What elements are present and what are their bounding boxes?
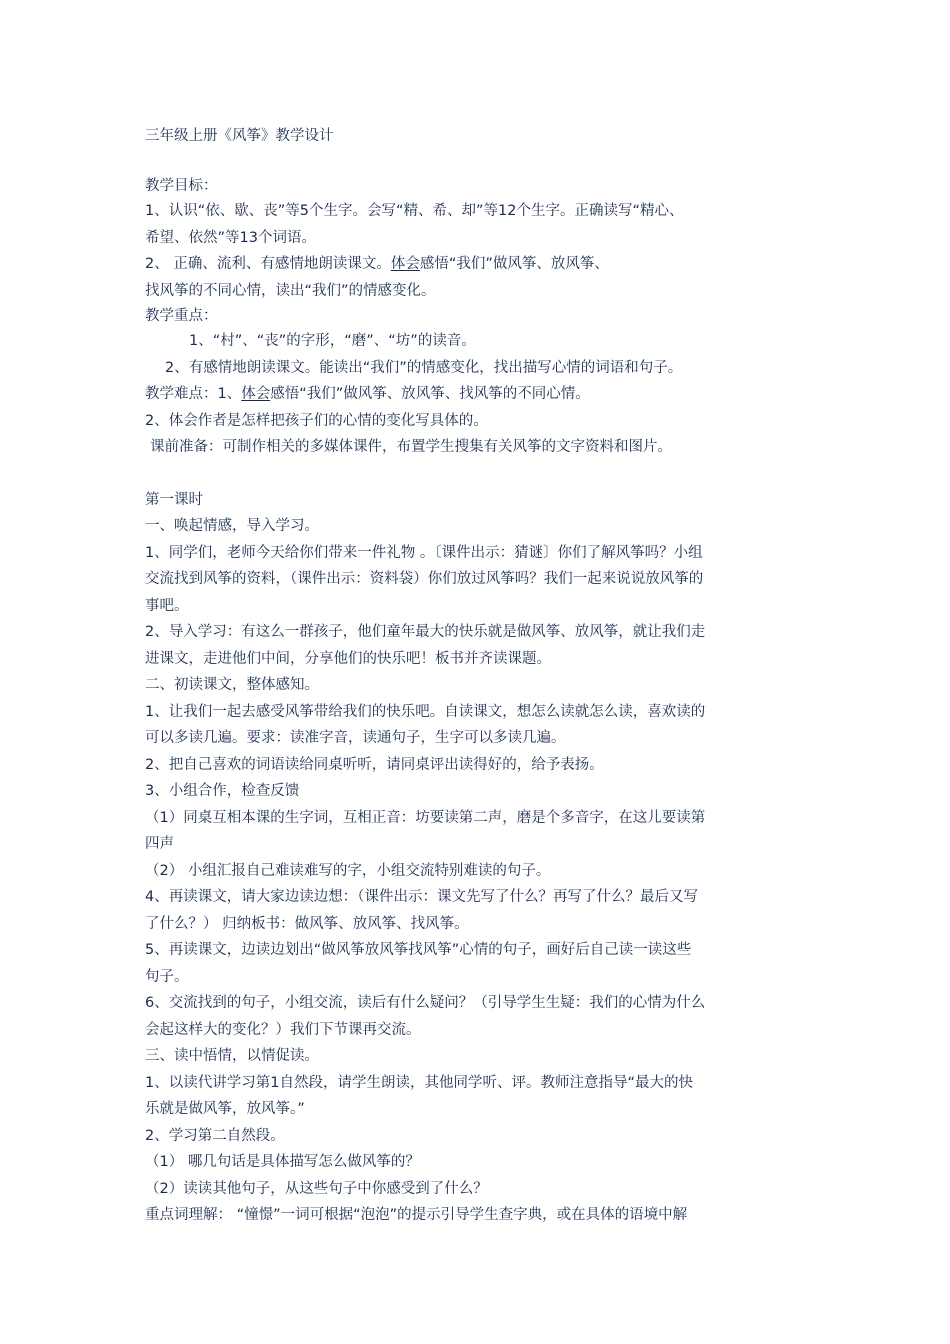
underlined-word: 体会 <box>390 256 420 272</box>
paragraph-line: 乐就是做风筝，放风筝。” <box>145 1101 305 1117</box>
paragraph-line: 4、再读课文，请大家边读边想：（课件出示：课文先写了什么？再写了什么？最后又写 <box>145 889 698 905</box>
paragraph-line: 6、交流找到的句子，小组交流，读后有什么疑问？（引导学生生疑：我们的心情为什么 <box>145 995 706 1011</box>
section-2-heading: 二、初读课文，整体感知。 <box>145 677 319 693</box>
paragraph-line: 5、再读课文，边读边划出“做风筝放风筝找风筝”心情的句子，画好后自己读一读这些 <box>145 942 692 958</box>
paragraph-line: 重点词理解： “憧憬”一词可根据“泡泡”的提示引导学生查字典，或在具体的语境中解 <box>145 1207 688 1223</box>
paragraph-line: （1） 哪几句话是具体描写怎么做风筝的？ <box>145 1154 420 1170</box>
document-title: 三年级上册《风筝》教学设计 <box>145 128 334 144</box>
document-body <box>145 124 815 1229</box>
paragraph-line: 句子。 <box>145 968 189 985</box>
objective-2-text-cont: 感悟“我们”做风筝、放风筝、 <box>419 256 609 272</box>
paragraph-line: 2、把自己喜欢的词语读给同桌听听，请同桌评出读得好的，给予表扬。 <box>145 756 604 773</box>
spacer <box>145 148 815 174</box>
spacer <box>145 461 815 487</box>
paragraph-line: 2、学习第二自然段。 <box>145 1127 285 1144</box>
paragraph-line: 了什么？） 归纳板书：做风筝、放风筝、找风筝。 <box>145 915 469 932</box>
objectives-heading: 教学目标： <box>145 178 218 194</box>
paragraph-line: 2、导入学习：有这么一群孩子，他们童年最大的快乐就是做风筝、放风筝，就让我们走 <box>145 624 706 640</box>
paragraph-line: （2）读读其他句子，从这些句子中你感受到了什么？ <box>145 1180 488 1197</box>
paragraph-line: 事吧。 <box>145 597 189 614</box>
paragraph-line: 1、让我们一起去感受风筝带给我们的快乐吧。自读课文，想怎么读就怎么读，喜欢读的 <box>145 703 706 720</box>
difficulty-label: 教学难点：1、 <box>145 386 242 402</box>
key-point-2: 2、有感情地朗读课文。能读出“我们”的情感变化，找出描写心情的词语和句子。 <box>165 359 683 376</box>
paragraph-line: （1）同桌互相本课的生字词，互相正音：坊要读第二声，磨是个多音字，在这儿要读第 <box>145 809 706 826</box>
objective-2-text: 2、 正确、流利、有感情地朗读课文。 <box>145 256 391 272</box>
paragraph-line: 四声 <box>145 836 174 852</box>
preparation: 课前准备：可制作相关的多媒体课件，布置学生搜集有关风筝的文字资料和图片。 <box>150 439 672 455</box>
objective-1-line-1: 1、认识“依、歇、丧”等5个生字。会写“精、希、却”等12个生字。正确读写“精心、 <box>145 203 684 219</box>
objective-1-line-2: 希望、依然”等13个词语。 <box>145 229 316 246</box>
difficulty-text: 感悟“我们”做风筝、放风筝、找风筝的不同心情。 <box>270 386 590 402</box>
paragraph-line: 可以多读几遍。要求：读准字音，读通句子，生字可以多读几遍。 <box>145 730 566 746</box>
paragraph-line: 交流找到风筝的资料，（课件出示：资料袋）你们放过风筝吗？我们一起来说说放风筝的 <box>145 571 704 587</box>
paragraph-line: 3、小组合作，检查反馈 <box>145 783 300 799</box>
difficulty-2: 2、体会作者是怎样把孩子们的心情的变化写具体的。 <box>145 412 488 429</box>
difficulty-1 <box>145 381 815 408</box>
paragraph-line: 1、同学们，老师今天给你们带来一件礼物 。〔课件出示：猜谜〕你们了解风筝吗？小组 <box>145 544 703 561</box>
paragraph-line: 1、以读代讲学习第1自然段，请学生朗读，其他同学听、评。教师注意指导“最大的快 <box>145 1074 693 1091</box>
paragraph-line: （2） 小组汇报自己难读难写的字，小组交流特别难读的句子。 <box>145 862 551 879</box>
objective-2-line-1 <box>145 251 815 278</box>
section-1-heading: 一、唤起情感，导入学习。 <box>145 518 319 534</box>
paragraph-line: 进课文，走进他们中间，分享他们的快乐吧！板书并齐读课题。 <box>145 650 551 667</box>
lesson-heading: 第一课时 <box>145 491 203 508</box>
key-points-heading: 教学重点： <box>145 308 218 324</box>
objective-2-line-2: 找风筝的不同心情，读出“我们”的情感变化。 <box>145 282 436 299</box>
paragraph-line: 会起这样大的变化？）我们下节课再交流。 <box>145 1021 421 1038</box>
section-3-heading: 三、读中悟情，以情促读。 <box>145 1048 319 1064</box>
underlined-word: 体会 <box>241 386 271 402</box>
key-point-1: 1、“村”、“丧”的字形，“磨”、“坊”的读音。 <box>189 333 476 349</box>
